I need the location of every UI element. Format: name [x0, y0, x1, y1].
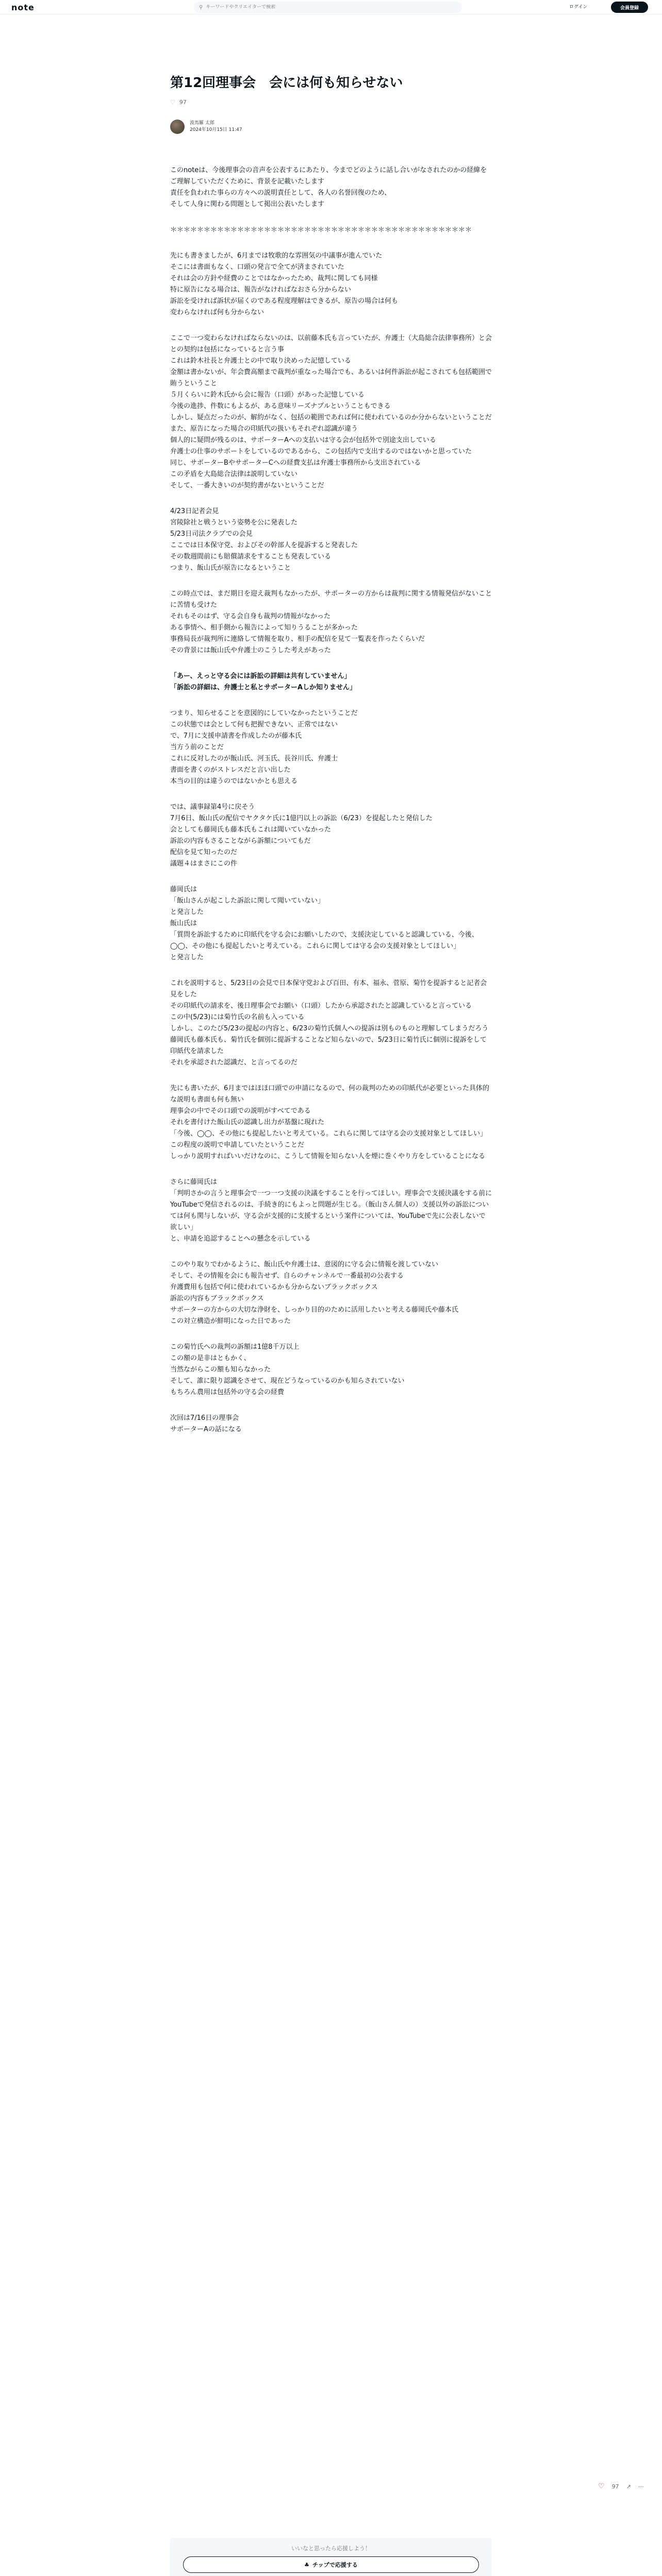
paragraph-gap: [170, 1162, 492, 1177]
body-paragraph: サポーターの方からの大切な浄財を、しっかり目的のために活用したいと考える藤岡氏や藤本氏: [170, 1306, 459, 1314]
paragraph-gap: [170, 574, 492, 588]
register-button[interactable]: 会員登録: [611, 2, 648, 13]
title-like-row: [170, 99, 187, 106]
article-body: [170, 165, 492, 1435]
side-actions: [598, 2482, 644, 2490]
paragraph-gap: [170, 693, 492, 708]
body-paragraph: サポーターAの話になる: [170, 1426, 242, 1433]
paragraph-gap: [170, 1398, 492, 1413]
body-paragraph: この中(5/23)には菊竹氏の名前も入っている: [170, 1013, 305, 1021]
body-paragraph: ここで一つ変わらなければならないのは、以前藤本氏も言っていたが、弁護士（大島総合法律事務所）と会との契約は包括になっていると言う事: [170, 334, 492, 353]
body-paragraph: これに反対したのが飯山氏、河玉氏、長谷川氏、弁護士: [170, 755, 338, 762]
body-paragraph: そして人身に関わる問題として掲出公表いたします: [170, 200, 325, 208]
body-paragraph: 4/23日記者会見: [170, 507, 219, 515]
body-paragraph: 5/23日司法クラブでの会見: [170, 530, 253, 538]
body-paragraph: と発言した: [170, 908, 204, 916]
body-paragraph: そして、誰に限り認識をさせて、現在どうなっているのかも知らされていない: [170, 1377, 405, 1385]
body-paragraph: 訴訟の内容もさることながら訴額についてもだ: [170, 837, 311, 845]
body-paragraph: 飯山氏は: [170, 920, 197, 927]
body-paragraph: また、原告になった場合の印紙代の扱いもそれぞれ認識が違う: [170, 425, 358, 433]
body-paragraph: 変わらなければ何も分からない: [170, 309, 264, 316]
body-paragraph: この額の是非はともかく、: [170, 1354, 251, 1362]
body-paragraph: それもそのはず、守る会自身も裁判の情報がなかった: [170, 613, 330, 620]
article-title: 第12回理事会 会には何も知らせない: [170, 75, 403, 91]
body-paragraph: 配信を見て知ったのだ: [170, 849, 238, 856]
paragraph-gap: [170, 1327, 492, 1342]
body-paragraph: この菊竹氏への裁判の訴額は1億8千万以上: [170, 1343, 300, 1351]
body-paragraph: しっかり説明すればいいだけなのに、こうして情報を知らない人を煙に巻くやり方をしていることになる: [170, 1153, 486, 1160]
body-paragraph: 同じ、サポーターBやサポーターCへの経費支払は弁護士事務所から支出されている: [170, 459, 421, 467]
body-paragraph: そこには書面もなく、口頭の発言で全てが済まされていた: [170, 263, 344, 271]
body-paragraph: これを説明すると、5/23日の会見で日本保守党および百田、有本、福永、菅原、菊竹を提訴すると記者会見をした: [170, 979, 487, 998]
paragraph-gap: [170, 236, 492, 250]
paragraph-gap: [170, 210, 492, 225]
paragraph-gap: [170, 963, 492, 978]
body-paragraph: 会としても藤岡氏も藤本氏もこれは聞いていなかった: [170, 826, 332, 834]
heart-icon[interactable]: ♡: [598, 2482, 605, 2490]
publish-date: 2024年10月15日 11:47: [190, 127, 242, 132]
body-paragraph: 訴訟の内容もブラックボックス: [170, 1295, 264, 1302]
paragraph-gap: [170, 787, 492, 802]
body-paragraph: この矛盾を大島総合法律は説明していない: [170, 470, 298, 478]
body-paragraph: 特に原告になる場合は、報告がなければなおさら分からない: [170, 286, 352, 294]
body-paragraph: つまり、飯山氏が原告になるということ: [170, 564, 291, 572]
body-paragraph: 理事会の中でその口頭での説明がすべてである: [170, 1107, 311, 1115]
body-paragraph: 藤岡氏は: [170, 886, 197, 893]
body-paragraph: では、議事録第4号に戻そう: [170, 803, 255, 811]
body-paragraph: 「判明さかの言うと理事会で一つ一つ支援の決議をすることを行ってほしい。理事会で支援決議をする前にYouTubeで発信されるのは、手続き的にもよっと問題が生じる。（飯山さん個人の）支援以外の訴訟については何も関与しないが、守る会が支援的に支援するという案件については、YouTubeで先に公表しないで欲しい」: [170, 1190, 492, 1231]
body-paragraph: 訴訟を受ければ訴状が届くのである程度理解はできるが、原告の場合は何も: [170, 297, 399, 305]
site-header: [0, 0, 662, 14]
body-paragraph: 弁護士の仕事のサポートをしているのであるから、この包括内で支出するのではないかと思っていた: [170, 448, 472, 455]
body-paragraph: 藤岡氏も藤本氏も、菊竹氏を個別に提訴することなど知らないので、5/23日に菊竹氏に個別に提訴をして印紙代を請求した: [170, 1036, 487, 1055]
tip-button[interactable]: [183, 2556, 479, 2573]
body-paragraph: 金額は書かないが、年会費高額まで裁判が重なった場合でも、あるいは何件訴訟が起こされても包括範囲で賄うということ: [170, 368, 492, 387]
search-icon: ⚲: [199, 4, 203, 10]
paragraph-gap: [170, 492, 492, 506]
body-paragraph: 宮陵除社と戦うという姿勢を公に発表した: [170, 519, 298, 527]
heart-icon[interactable]: ♡: [170, 99, 175, 106]
body-paragraph: と、申請を追認することへの懸念を示している: [170, 1235, 311, 1243]
body-paragraph: それを承認された認識だ、と言ってるのだ: [170, 1059, 298, 1066]
body-paragraph: 当然ながらこの額も知らなかった: [170, 1366, 271, 1374]
body-paragraph: 書面を書くのがストレスだと言い出した: [170, 766, 291, 774]
body-paragraph: このnoteは、今後理事会の音声を公表するにあたり、今までどのように話し合いがなされたのかの経緯をご理解していただくために、背景を記載いたします: [170, 166, 487, 185]
paragraph-gap: [170, 870, 492, 884]
body-paragraph: この時点では、まだ期日を迎え裁判もなかったが、サポーターの方からは裁判に関する情報発信がないことに苦情も受けた: [170, 590, 492, 609]
support-box: [170, 2538, 492, 2576]
body-paragraph: この状態では会として何も把握できない、正常ではない: [170, 721, 338, 728]
author-avatar[interactable]: [170, 120, 185, 134]
body-paragraph: 「あー、えっと守る会には訴訟の詳細は共有していません」: [170, 672, 351, 680]
body-paragraph: この対立構造が鮮明になった日であった: [170, 1317, 291, 1325]
body-paragraph: 本当の目的は違うのではないかとも思える: [170, 777, 298, 785]
paragraph-gap: [170, 1069, 492, 1083]
body-paragraph: 議題４はまさにこの件: [170, 860, 238, 868]
body-paragraph: つまり、知らせることを意図的にしていなかったということだ: [170, 709, 358, 717]
search-input[interactable]: [206, 5, 412, 10]
author-name[interactable]: 波馬羅 太郎: [190, 121, 214, 126]
paragraph-gap: [170, 656, 492, 671]
side-like-count: 97: [611, 2483, 619, 2490]
paragraph-gap: [170, 1245, 492, 1259]
body-paragraph: 当方う前のことだ: [170, 743, 224, 751]
author-row: [170, 120, 242, 134]
login-link[interactable]: ログイン: [569, 5, 588, 10]
body-paragraph: もちろん農用は包括外の守る会の経費: [170, 1388, 285, 1396]
body-paragraph: 「訴訟の詳細は、弁護士と私とサポーターAしか知りません」: [170, 684, 357, 691]
tip-icon: ♣: [304, 2561, 309, 2568]
body-paragraph: しかし、このたび5/23の提起の内容と、6/23の菊竹氏個人への提訴は別ものものと理解してしまうだろう: [170, 1025, 489, 1032]
body-paragraph: と発言した: [170, 954, 204, 961]
body-paragraph: 「飯山さんが起こした訴訟に関して聞いていない」: [170, 897, 325, 905]
body-paragraph: ＊＊＊＊＊＊＊＊＊＊＊＊＊＊＊＊＊＊＊＊＊＊＊＊＊＊＊＊＊＊＊＊＊＊＊＊＊＊＊＊＊＊＊＊＊: [170, 226, 472, 234]
body-paragraph: それは会の方針や経費のことではなかったため、裁判に関しても同様: [170, 275, 378, 282]
body-paragraph: 7月6日、飯山氏の配信でヤクタケ氏に1億円以上の訴訟（6/23）を提起したと発信した: [170, 815, 433, 822]
body-paragraph: これは鈴木社長と弁護士との中で取り決めった記憶している: [170, 357, 351, 365]
body-paragraph: それを書付けた飯山氏の認識し出力が基盤に現れた: [170, 1118, 325, 1126]
tip-label: チップで応援する: [312, 2562, 358, 2568]
body-paragraph: そして、一番大きいのが契約書がないということだ: [170, 482, 324, 489]
body-paragraph: 先にも書きましたが、6月までは牧歌的な雰囲気の中議事が進んでいた: [170, 252, 383, 260]
body-paragraph: 「今後、◯◯、その他にも提起したいと考えている。これらに関しては守る会の支援対象としてほしい」: [170, 1130, 487, 1138]
body-paragraph: 先にも書いたが、6月まではほほ口頭での申請になるので、何の裁判のための印紙代が必要といった具体的な説明も書面も何も無い: [170, 1084, 490, 1104]
paragraph-gap: [170, 318, 492, 333]
note-logo[interactable]: note: [11, 3, 35, 12]
body-paragraph: 事務局長が裁判所に連絡して情報を取り、相手の配信を見て一覧表を作ったくらいだ: [170, 635, 425, 643]
body-paragraph: 次回は7/16日の理事会: [170, 1414, 239, 1422]
body-paragraph: さらに藤岡氏は: [170, 1178, 218, 1186]
more-icon[interactable]: ⋯: [638, 2483, 644, 2490]
body-paragraph: 「質問を訴訟するために印紙代を守る会にお願いしたので、支援決定していると認識している、今後、◯◯、その他にも提起したいと考えている。これらに関しては守る会の支援対象としてほしい」: [170, 931, 478, 950]
body-paragraph: で、7月に支援申請書を作成したのが藤本氏: [170, 732, 302, 740]
body-paragraph: このやり取りでわかるように、飯山氏や弁護士は、意図的に守る会に情報を渡していない: [170, 1261, 439, 1268]
body-paragraph: その印紙代の請求を、後日理事会でお願い（口頭）したから承認されたと認識していると言っている: [170, 1002, 472, 1010]
support-label: いいなと思ったら応援しよう！: [291, 2545, 371, 2552]
body-paragraph: 今後の進捗、件数にもよるが、ある意味リーズナブルということもできる: [170, 402, 391, 410]
body-paragraph: この程度の説明で申請していたということだ: [170, 1141, 305, 1149]
body-paragraph: 個人的に疑問が残るのは、サポーターAへの支払いは守る会が包括外で別途支出している: [170, 436, 436, 444]
share-icon[interactable]: ↗: [626, 2483, 631, 2490]
body-paragraph: 弁護費用も包括で何に使われているかも分からないブラックボックス: [170, 1283, 378, 1291]
like-count: 97: [179, 99, 187, 106]
body-paragraph: ある事情へ、相手側から報告によって知りうることが多かった: [170, 624, 358, 632]
body-paragraph: その背景には飯山氏や弁護士のこうした考えがあった: [170, 647, 331, 654]
body-paragraph: その数週間前にも賠償請求をすることも発表している: [170, 553, 332, 561]
author-meta: [190, 120, 242, 133]
search-bar[interactable]: [194, 2, 462, 13]
body-paragraph: ここでは日本保守党、およびその幹部人を提訴すると発表した: [170, 541, 358, 549]
body-paragraph: ５月くらいに鈴木氏から会に報告（口頭）があった記憶している: [170, 391, 365, 399]
body-paragraph: 責任を負われた事らの方々への説明責任として、各人の名誉回復のため、: [170, 189, 391, 197]
body-paragraph: しかし、疑点だったのが、解約がなく、包括の範囲であれば何に使われているのか分からないということだ: [170, 414, 492, 421]
body-paragraph: そして、その情報を会にも報告せず、自らのチャンネルで一番最初の公表する: [170, 1272, 404, 1280]
